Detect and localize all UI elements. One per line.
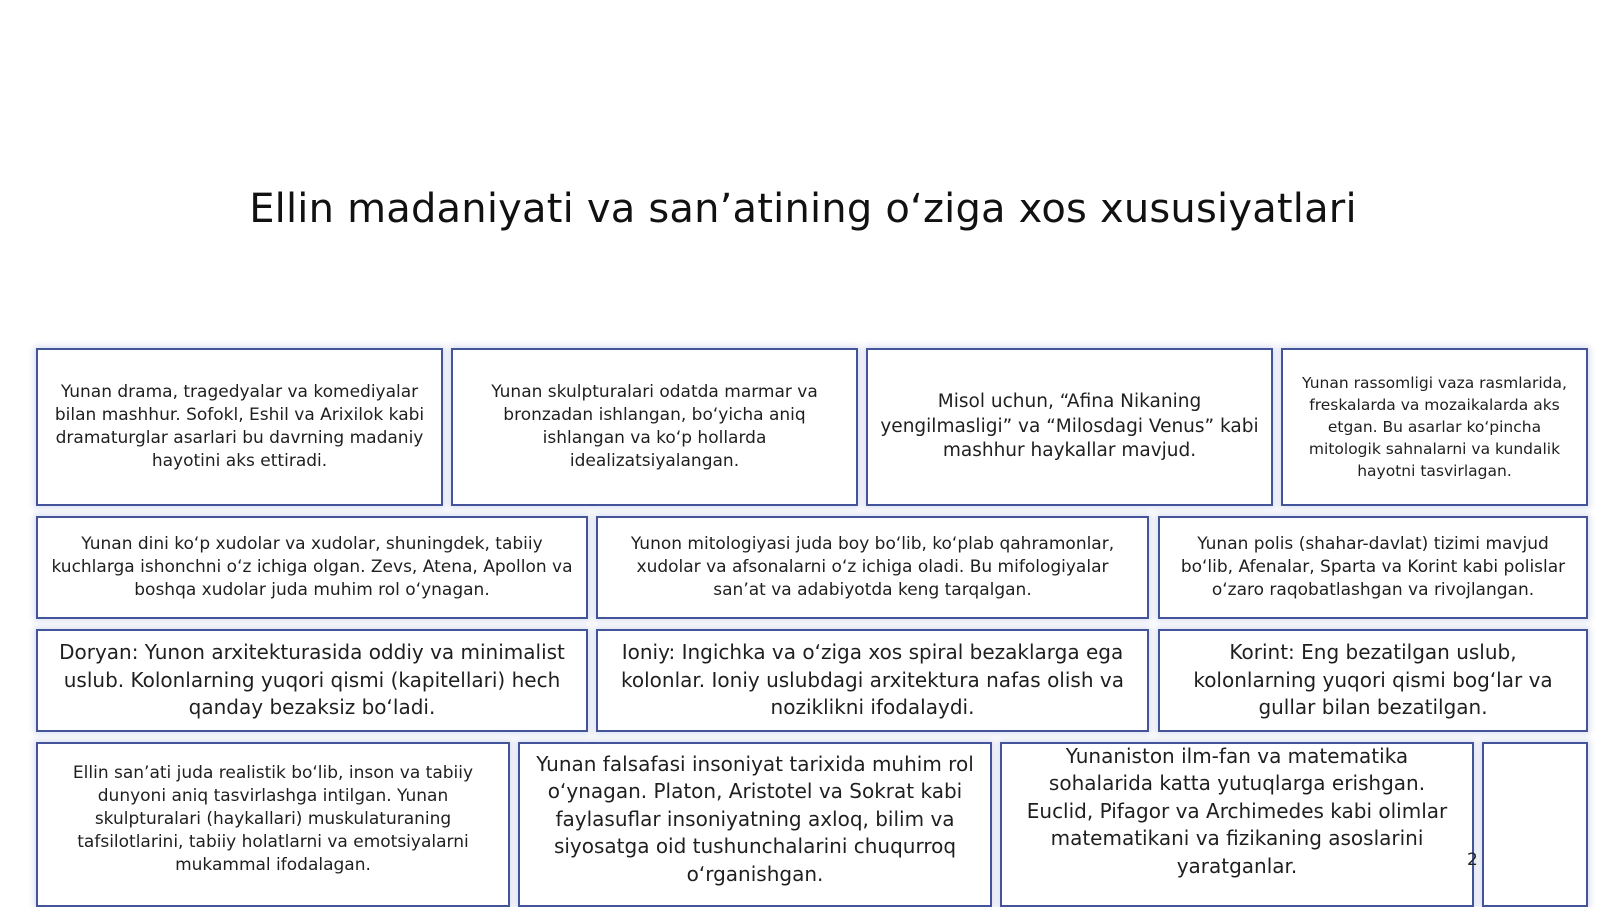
text-box-mythology-text: Yunon mitologiyasi juda boy boʻlib, koʻplab qahramonlar, xudolar va afsonalarni oʻz ichiga oladi. Bu mifologiyalar san’at va adabiyotda keng tarqalgan. (630, 534, 1115, 600)
text-box-mythology (596, 516, 1149, 619)
text-box-corinthian (1158, 629, 1588, 732)
text-box-religion-text: Yunan dini koʻp xudolar va xudolar, shuningdek, tabiiy kuchlarga ishonchni oʻz ichiga olgan. Zevs, Atena, Apollon va boshqa xudolar juda muhim rol oʻynagan. (51, 534, 573, 600)
text-box-ionic (596, 629, 1149, 732)
text-box-religion (36, 516, 588, 619)
text-box-philosophy-text: Yunan falsafasi insoniyat tarixida muhim rol oʻynagan. Platon, Aristotel va Sokrat kabi faylasuflar insoniyatning axloq, bilim va siyosatga oid tushunchalarini chuqurroq oʻrganishgan. (536, 751, 974, 886)
text-box-painting-text: Yunan rassomligi vaza rasmlarida, freskalarda va mozaikalarda aks etgan. Bu asarlar koʻpincha mitologik sahnalarni va kundalik hayotni tasvirlagan. (1302, 374, 1567, 480)
text-box-famous-statues (866, 348, 1273, 506)
text-box-science-text: Yunaniston ilm-fan va matematika sohalarida katta yutuqlarga erishgan. Euclid, Pifagor va Archimedes kabi olimlar matematikani va fizikaning asoslarini yaratganlar. (1026, 743, 1448, 878)
text-box-polis (1158, 516, 1588, 619)
text-box-doric-text: Doryan: Yunon arxitekturasida oddiy va minimalist uslub. Kolonlarning yuqori qismi (kapitellari) hech qanday bezaksiz boʻladi. (59, 640, 565, 720)
slide-number: 2 (1467, 850, 1478, 870)
text-box-empty (1482, 742, 1588, 907)
text-box-famous-statues-text: Misol uchun, “Afina Nikaning yengilmasligi” va “Milosdagi Venus” kabi mashhur haykallar mavjud. (880, 390, 1259, 462)
text-box-drama (36, 348, 443, 506)
text-box-realism-text: Ellin san’ati juda realistik boʻlib, inson va tabiiy dunyoni aniq tasvirlashga intilgan. Yunan skulpturalari (haykallari) muskulaturaning tafsilotlarini, tabiiy holatlarni va emotsiyalarni mukammal ifodalagan. (72, 763, 474, 875)
text-box-science (1000, 742, 1474, 907)
text-box-polis-text: Yunan polis (shahar-davlat) tizimi mavjud boʻlib, Afenalar, Sparta va Korint kabi polislar oʻzaro raqobatlashgan va rivojlangan. (1180, 534, 1566, 600)
text-box-sculpture-material (451, 348, 858, 506)
text-box-philosophy (518, 742, 992, 907)
text-box-corinthian-text: Korint: Eng bezatilgan uslub, kolonlarning yuqori qismi bogʻlar va gullar bilan bezatilgan. (1193, 640, 1553, 720)
text-box-ionic-text: Ioniy: Ingichka va oʻziga xos spiral bezaklarga ega kolonlar. Ioniy uslubdagi arxitektura nafas olish va noziklikni ifodalaydi. (621, 640, 1124, 720)
text-box-realism (36, 742, 510, 907)
text-box-painting (1281, 348, 1588, 506)
text-box-drama-text: Yunan drama, tragedyalar va komediyalar bilan mashhur. Sofokl, Eshil va Arixilok kabi dramaturglar asarlari bu davrning madaniy hayotini aks ettiradi. (54, 382, 425, 471)
text-box-sculpture-material-text: Yunan skulpturalari odatda marmar va bronzadan ishlangan, boʻyicha aniq ishlangan va koʻp hollarda idealizatsiyalangan. (491, 382, 818, 471)
slide-title: Ellin madaniyati va san’atining oʻziga xos xususiyatlari (249, 186, 1357, 232)
text-box-doric (36, 629, 588, 732)
